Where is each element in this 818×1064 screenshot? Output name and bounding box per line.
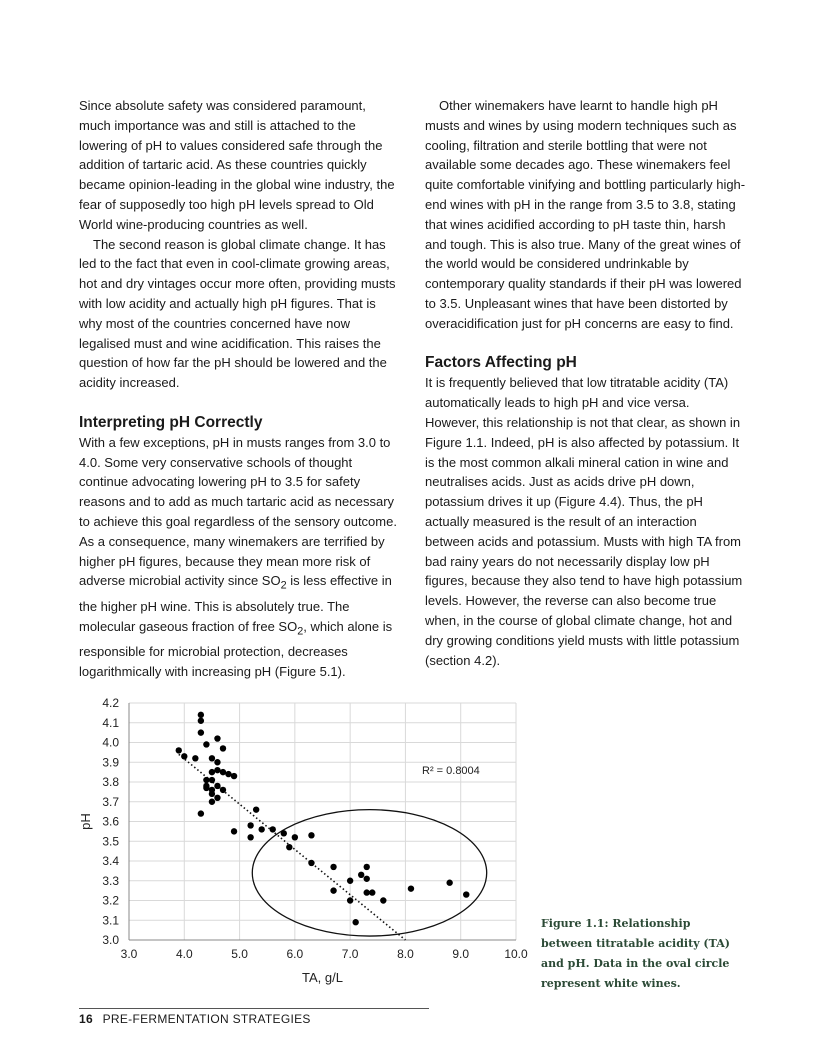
data-point bbox=[380, 897, 386, 903]
y-tick-label: 4.2 bbox=[102, 696, 119, 710]
data-point bbox=[209, 769, 215, 775]
data-point bbox=[231, 828, 237, 834]
data-point bbox=[214, 759, 220, 765]
data-point bbox=[214, 735, 220, 741]
data-point bbox=[209, 777, 215, 783]
data-point bbox=[281, 830, 287, 836]
x-tick-label: 4.0 bbox=[175, 947, 193, 961]
chart-points bbox=[176, 712, 470, 926]
left-column bbox=[79, 96, 401, 682]
chart-ellipse bbox=[252, 810, 486, 936]
y-tick-label: 3.4 bbox=[102, 854, 119, 868]
y-tick-label: 4.0 bbox=[102, 735, 119, 750]
chart-grid bbox=[129, 703, 516, 940]
page-footer bbox=[79, 1012, 311, 1026]
data-point bbox=[330, 864, 336, 870]
data-point bbox=[247, 834, 253, 840]
data-point bbox=[209, 799, 215, 805]
data-point bbox=[369, 889, 375, 895]
so2-subscript: 2 bbox=[280, 579, 287, 592]
paragraph-interpreting-part-a: With a few exceptions, pH in musts ranges from 3.0 to 4.0. Some very conservative schools of thought continue advocating lowering pH to 3.5 for safety reasons and to add as much tartaric acid as necessary to achieve this goal regardless of the sensory outcome. As a consequence, many winemakers are terrified by higher pH figures, because they mean more risk of adverse microbial activity since SO bbox=[79, 434, 397, 589]
data-point bbox=[308, 832, 314, 838]
data-point bbox=[220, 745, 226, 751]
data-point bbox=[198, 729, 204, 735]
white-wine-ellipse bbox=[252, 810, 486, 936]
x-tick-label: 9.0 bbox=[452, 947, 470, 961]
data-point bbox=[198, 718, 204, 724]
heading-interpreting-ph: Interpreting pH Correctly bbox=[79, 413, 263, 431]
data-point bbox=[352, 919, 358, 925]
spacer bbox=[79, 393, 401, 413]
data-point bbox=[270, 826, 276, 832]
data-point bbox=[214, 783, 220, 789]
data-point bbox=[364, 876, 370, 882]
y-tick-label: 3.2 bbox=[102, 893, 119, 908]
data-point bbox=[358, 872, 364, 878]
heading-factors-affecting-ph: Factors Affecting pH bbox=[425, 354, 577, 372]
data-point bbox=[308, 860, 314, 866]
data-point bbox=[446, 880, 452, 886]
scatter-chart bbox=[72, 690, 532, 995]
footer-rule bbox=[79, 1008, 429, 1009]
y-tick-label: 3.7 bbox=[102, 794, 119, 809]
x-tick-label: 6.0 bbox=[286, 947, 304, 961]
x-tick-label: 3.0 bbox=[120, 947, 138, 961]
data-point bbox=[198, 810, 204, 816]
data-point bbox=[247, 822, 253, 828]
data-point bbox=[220, 787, 226, 793]
data-point bbox=[347, 878, 353, 884]
y-tick-label: 4.1 bbox=[102, 715, 119, 730]
paragraph-interpreting-part-b: is less effective in the higher pH wine. This is absolutely true. The molecular gaseous fraction of free SO bbox=[79, 573, 392, 634]
data-point bbox=[408, 885, 414, 891]
data-point bbox=[214, 795, 220, 801]
spacer bbox=[425, 334, 747, 354]
paragraph-factors: It is frequently believed that low titratable acidity (TA) automatically leads to high pH and vice versa. However, this relationship is not that clear, as shown in Figure 1.1. Indeed, pH is also affected by potassium. It is the most common alkali mineral cation in wine and neutralises acids. Just as acids drive pH down, potassium drives it up (Figure 4.4). Thus, the pH actually measured is the result of an interaction between acids and potassium. Musts with high TA from bad rainy years do not necessarily display low pH figures, because they also tend to have high potassium levels. However, the reverse can also become true when, in the course of global climate change, hot and dry growing conditions yield musts with little potassium (section 4.2). bbox=[425, 375, 743, 668]
data-point bbox=[364, 889, 370, 895]
data-point bbox=[214, 767, 220, 773]
chart-tick-labels bbox=[102, 696, 528, 961]
data-point bbox=[231, 773, 237, 779]
r-squared-annotation: R² = 0.8004 bbox=[422, 765, 480, 778]
data-point bbox=[330, 887, 336, 893]
paragraph-interpreting bbox=[79, 433, 401, 682]
running-section-title: PRE-FERMENTATION STRATEGIES bbox=[102, 1012, 311, 1026]
data-point bbox=[209, 791, 215, 797]
data-point bbox=[286, 844, 292, 850]
paragraph-climate: The second reason is global climate change. It has led to the fact that even in cool-climate growing areas, hot and dry vintages occur more often, providing musts with low acidity and actually high pH figures. That is why most of the countries concerned have now legalised must and wine acidification. This raises the question of how far the pH should be lowered and the acidity increased. bbox=[79, 236, 396, 391]
right-column bbox=[425, 96, 747, 670]
page-number: 16 bbox=[79, 1012, 93, 1026]
x-tick-label: 7.0 bbox=[341, 947, 359, 961]
paragraph-other-winemakers: Other winemakers have learnt to handle high pH musts and wines by using modern techniques such as cooling, filtration and sterile bottling that were not available some decades ago. These winemakers feel quite comfortable vinifying and bottling particularly high-end wines with pH in the range from 3.5 to 3.8, stating that wines acidified according to pH taste thin, harsh and tough. This is also true. Many of the great wines of the world would be considered undrinkable by contemporary quality standards if their pH was lowered to 3.5. Unpleasant wines that have been distorted by overacidification just for pH concerns are easy to find. bbox=[425, 98, 746, 331]
data-point bbox=[198, 712, 204, 718]
data-point bbox=[253, 806, 259, 812]
paragraph-safety: Since absolute safety was considered paramount, much importance was and still is attached to the lowering of pH to values considered safe through the addition of tartaric acid. As these countries quickly became opinion-leading in the global wine industry, the fear of supposedly too high pH levels spread to Old World wine-producing countries as well. bbox=[79, 98, 395, 232]
y-tick-label: 3.1 bbox=[102, 913, 119, 928]
y-tick-label: 3.3 bbox=[102, 873, 119, 888]
data-point bbox=[203, 741, 209, 747]
data-point bbox=[364, 864, 370, 870]
data-point bbox=[209, 755, 215, 761]
figure-caption: Figure 1.1: Relationship between titratable acidity (TA) and pH. Data in the oval circle represent white wines. bbox=[541, 917, 730, 990]
y-tick-label: 3.9 bbox=[102, 755, 119, 770]
data-point bbox=[181, 753, 187, 759]
y-tick-label: 3.5 bbox=[102, 834, 119, 849]
paragraph-interpreting-part-c: , which alone is responsible for microbial protection, decreases logarithmically with increasing pH (Figure 5.1). bbox=[79, 618, 393, 679]
x-axis-label: TA, g/L bbox=[302, 970, 343, 985]
data-point bbox=[203, 785, 209, 791]
x-tick-label: 8.0 bbox=[397, 947, 414, 961]
data-point bbox=[203, 777, 209, 783]
data-point bbox=[225, 771, 231, 777]
data-point bbox=[220, 769, 226, 775]
data-point bbox=[292, 834, 298, 840]
y-axis-label: pH bbox=[78, 813, 93, 830]
y-tick-label: 3.0 bbox=[102, 933, 119, 947]
x-tick-label: 10.0 bbox=[504, 947, 528, 961]
data-point bbox=[463, 891, 469, 897]
figure-1-1 bbox=[72, 690, 532, 995]
y-tick-label: 3.6 bbox=[102, 814, 119, 829]
y-tick-label: 3.8 bbox=[102, 775, 119, 789]
so2-subscript: 2 bbox=[297, 625, 304, 638]
data-point bbox=[192, 755, 198, 761]
data-point bbox=[347, 897, 353, 903]
x-tick-label: 5.0 bbox=[231, 947, 248, 961]
data-point bbox=[176, 747, 182, 753]
data-point bbox=[258, 826, 264, 832]
